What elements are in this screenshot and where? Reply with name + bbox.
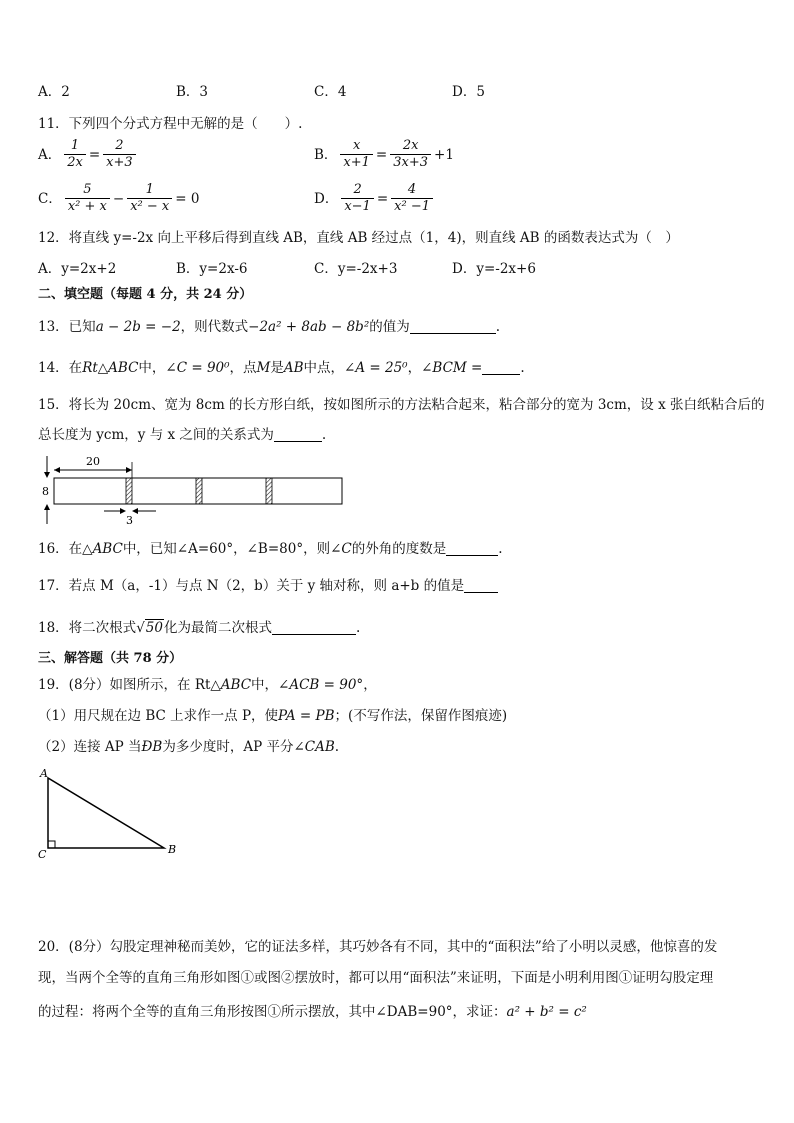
- height-dimension: [42, 456, 50, 524]
- q10-option-c: C．4: [314, 84, 347, 100]
- overlap-label: 3: [126, 514, 133, 527]
- right-angle-mark: [48, 841, 55, 848]
- q18: 18．将二次根式√50化为最简二次根式 .: [38, 620, 361, 636]
- q16: 16．在△ABC中，已知∠A=60°，∠B=80°，则∠C的外角的度数是 .: [38, 541, 503, 557]
- q18-answer-blank[interactable]: [272, 620, 356, 635]
- q20-line3: 的过程：将两个全等的直角三角形按图①所示摆放，其中∠DAB=90°，求证：a² + b² = c²: [38, 1004, 587, 1020]
- q15-line1: 15．将长为 20cm、宽为 8cm 的长方形白纸，按如图所示的方法粘合起来，粘合部分的宽为 3cm，设 x 张白纸粘合后的: [38, 397, 765, 413]
- q14-answer-blank[interactable]: [482, 360, 520, 375]
- q20-line2: 现，当两个全等的直角三角形如图①或图②摆放时，都可以用“面积法”来证明，下面是小明利用图①证明勾股定理: [38, 970, 714, 986]
- overlap-2: [196, 478, 202, 504]
- paper-strip: [54, 478, 342, 504]
- overlap-1: [126, 478, 132, 504]
- pythagoras-formula: a² + b² = c²: [506, 1004, 587, 1020]
- q19-line1: 19．(8分）如图所示，在 Rt△ABC中，∠ACB = 90°，: [38, 677, 377, 693]
- q11-option-d: D． $\frac{2}{x-1}$ = $\frac{4}{\text{x² −1}}$: [314, 182, 433, 215]
- section-3-title: 三、解答题（共 78 分）: [38, 651, 183, 666]
- q19-line3: （2）连接 AP 当ÐB为多少度时，AP 平分∠CAB.: [38, 739, 340, 755]
- q11-stem: 11．下列四个分式方程中无解的是（ ）.: [38, 116, 303, 132]
- q10-option-b: B．3: [176, 84, 209, 100]
- q13: 13．已知a − 2b = −2，则代数式−2a² + 8ab − 8b²的值为 .: [38, 319, 501, 335]
- overlap-3: [266, 478, 272, 504]
- vertex-c-label: C: [38, 848, 47, 860]
- q11-option-a: A． $\frac{1}{2x}$ = $\frac{2}{x+3}$: [38, 138, 136, 171]
- width-dimension: [54, 455, 132, 478]
- q14: 14．在Rt△ABC中，∠C = 90⁰，点M是AB中点，∠A = 25⁰，∠BCM = .: [38, 360, 525, 376]
- q13-answer-blank[interactable]: [410, 319, 496, 334]
- q11-option-b: B． $\frac{x}{x+1}$ = $\frac{2x}{3x+3}$ +1: [314, 138, 454, 170]
- q12-stem: 12．将直线 y=-2x 向上平移后得到直线 AB，直线 AB 经过点（1，4)，则直线 AB 的函数表达式为（ ）: [38, 230, 679, 246]
- q10-option-d: D．5: [452, 84, 485, 100]
- overlap-dimension: [104, 508, 156, 527]
- q12-option-d: D．y=-2x+6: [452, 261, 536, 277]
- q20-line1: 20．(8分）勾股定理神秘而美妙，它的证法多样，其巧妙各有不同，其中的“面积法”给了小明以灵感，他惊喜的发: [38, 939, 718, 955]
- q12-option-c: C．y=-2x+3: [314, 261, 398, 277]
- q15-line2: 总长度为 ycm，y 与 x 之间的关系式为 .: [38, 427, 327, 443]
- q11-option-c: C． $\frac{5}{\text{x² + x}}$ − $\frac{1}{\text{x² − x}}$ = 0: [38, 182, 200, 214]
- q12-option-a: A．y=2x+2: [38, 261, 117, 277]
- section-2-title: 二、填空题（每题 4 分，共 24 分）: [38, 287, 253, 302]
- q15-answer-blank[interactable]: [274, 427, 322, 442]
- vertex-a-label: A: [40, 767, 48, 780]
- q16-answer-blank[interactable]: [446, 541, 498, 556]
- triangle-abc: [48, 778, 164, 848]
- q19-line2: （1）用尺规在边 BC 上求作一点 P，使PA = PB；(不写作法，保留作图痕迹): [38, 708, 508, 724]
- vertex-b-label: B: [168, 843, 177, 856]
- q17: 17．若点 M（a，-1）与点 N（2，b）关于 y 轴对称，则 a+b 的值是: [38, 577, 498, 595]
- height-label: 8: [42, 485, 49, 498]
- q19-triangle-figure: [36, 766, 186, 860]
- q17-answer-blank[interactable]: [464, 578, 498, 593]
- sqrt-50: √50: [136, 620, 163, 636]
- q15-paper-figure: [38, 452, 348, 528]
- q10-option-a: A．2: [38, 84, 70, 100]
- width-label: 20: [86, 455, 100, 468]
- q12-option-b: B．y=2x-6: [176, 261, 248, 277]
